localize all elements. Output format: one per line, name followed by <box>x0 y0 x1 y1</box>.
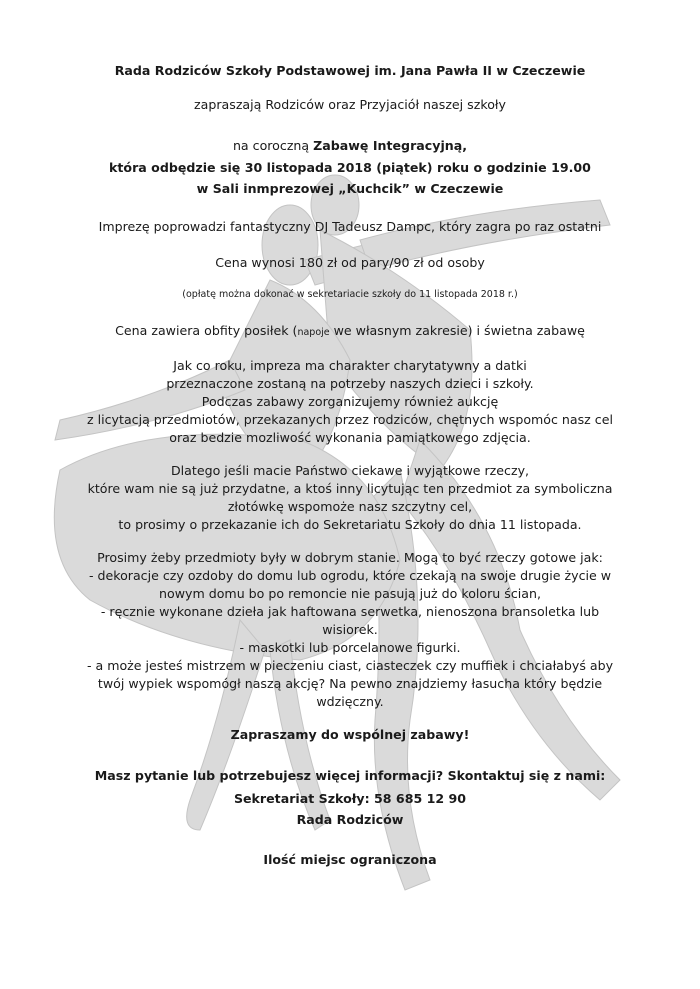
organizer-title: Rada Rodziców Szkoły Podstawowej im. Jana Pawła II w Czeczewie <box>114 63 586 78</box>
items-line: - a może jesteś mistrzem w pieczeniu ciast, ciasteczek czy muffiek i chciałabyś aby <box>86 658 614 673</box>
charity-line: przeznaczone zostaną na potrzeby naszych dzieci i szkoły. <box>166 376 534 391</box>
event-name-line <box>0 138 700 153</box>
items-line: wdzięczny. <box>316 694 384 709</box>
includes-drinks: napoje <box>297 327 330 338</box>
limited-seats: Ilość miejsc ograniczona <box>263 852 437 867</box>
donation-line: to prosimy o przekazanie ich do Sekretariatu Szkoły do dnia 11 listopada. <box>118 517 582 532</box>
donation-line: Dlatego jeśli macie Państwo ciekawe i wyjątkowe rzeczy, <box>170 463 530 478</box>
contact-line: Masz pytanie lub potrzebujesz więcej informacji? Skontaktuj się z nami: <box>94 768 606 783</box>
items-line: - dekoracje czy ozdoby do domu lub ogrodu, które czekają na swoje drugie życie w <box>88 568 612 583</box>
invitation-footer: Zapraszamy do wspólnej zabawy! <box>230 727 470 742</box>
donation-line: które wam nie są już przydatne, a ktoś inny licytując ten przedmiot za symboliczna <box>87 481 613 496</box>
donation-line: złotówkę wspomoże nasz szczytny cel, <box>227 499 473 514</box>
invite-line: zapraszają Rodziców oraz Przyjaciół naszej szkoły <box>194 97 506 112</box>
items-line: nowym domu bo po remoncie nie pasują już do koloru ścian, <box>159 586 541 601</box>
secretariat-phone: Sekretariat Szkoły: 58 685 12 90 <box>233 791 467 806</box>
price-info: Cena wynosi 180 zł od pary/90 zł od osoby <box>215 255 485 270</box>
includes-part-2: we własnym zakresie) i świetna zabawę <box>329 323 585 338</box>
items-line: Prosimy żeby przedmioty były w dobrym stanie. Mogą to być rzeczy gotowe jak: <box>97 550 603 565</box>
items-line: - maskotki lub porcelanowe figurki. <box>239 640 461 655</box>
includes-part-1: Cena zawiera obfity posiłek ( <box>115 323 298 338</box>
price-includes <box>0 323 700 338</box>
items-line: twój wypiek wspomógł naszą akcję? Na pewno znajdziemy łasucha który będzie <box>97 676 603 691</box>
woman-head <box>262 205 318 285</box>
parents-council: Rada Rodziców <box>296 812 404 827</box>
items-line: wisiorek. <box>322 622 378 637</box>
payment-note: (opłatę można dokonać w sekretariacie szkoły do 11 listopada 2018 r.) <box>182 289 518 300</box>
charity-line: z licytacją przedmiotów, przekazanych przez rodziców, chętnych wspomóc nasz cel <box>87 412 613 427</box>
items-line: - ręcznie wykonane dzieła jak haftowana serwetka, nienoszona bransoletka lub <box>100 604 600 619</box>
dj-info: Imprezę poprowadzi fantastyczny DJ Tadeusz Dampc, który zagra po raz ostatni <box>98 219 602 234</box>
charity-line: oraz bedzie mozliwość wykonania pamiątkowego zdjęcia. <box>169 430 531 445</box>
charity-line: Podczas zabawy zorganizujemy również aukcję <box>201 394 499 409</box>
event-intro: na coroczną <box>232 138 310 153</box>
charity-line: Jak co roku, impreza ma charakter charytatywny a datki <box>173 358 527 373</box>
event-name: Zabawę Integracyjną, <box>313 138 468 153</box>
event-venue: w Sali inmprezowej „Kuchcik” w Czeczewie <box>196 181 504 196</box>
event-date: która odbędzie się 30 listopada 2018 (piątek) roku o godzinie 19.00 <box>109 160 591 175</box>
